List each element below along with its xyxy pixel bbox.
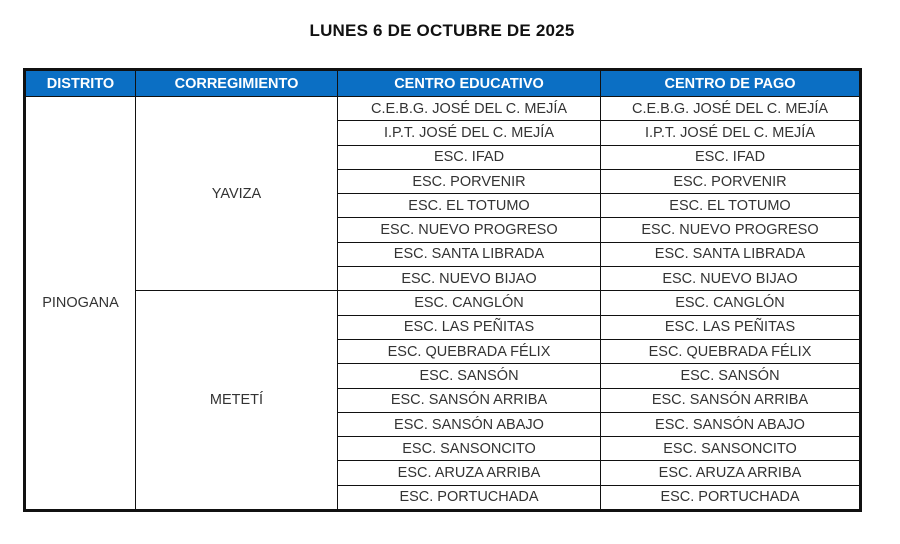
centro-educativo-cell: ESC. LAS PEÑITAS (338, 315, 601, 339)
centro-de-pago-cell: ESC. SANSONCITO (601, 437, 861, 461)
centro-de-pago-cell: ESC. ARUZA ARRIBA (601, 461, 861, 485)
centro-educativo-cell: ESC. SANTA LIBRADA (338, 242, 601, 266)
centro-de-pago-cell: ESC. NUEVO PROGRESO (601, 218, 861, 242)
centro-educativo-cell: ESC. QUEBRADA FÉLIX (338, 339, 601, 363)
header-corregimiento: CORREGIMIENTO (136, 70, 338, 97)
centro-educativo-cell: ESC. NUEVO PROGRESO (338, 218, 601, 242)
centro-educativo-cell: ESC. PORVENIR (338, 169, 601, 193)
centro-de-pago-cell: ESC. CANGLÓN (601, 291, 861, 315)
centro-educativo-cell: ESC. PORTUCHADA (338, 485, 601, 510)
centro-educativo-cell: ESC. SANSÓN (338, 364, 601, 388)
centro-de-pago-cell: ESC. SANSÓN ARRIBA (601, 388, 861, 412)
payment-schedule-table (23, 68, 862, 512)
centro-educativo-cell: ESC. SANSÓN ARRIBA (338, 388, 601, 412)
header-centro-de-pago: CENTRO DE PAGO (601, 70, 861, 97)
centro-educativo-cell: C.E.B.G. JOSÉ DEL C. MEJÍA (338, 97, 601, 121)
centro-de-pago-cell: ESC. PORVENIR (601, 169, 861, 193)
distrito-cell: PINOGANA (25, 97, 136, 511)
centro-de-pago-cell: C.E.B.G. JOSÉ DEL C. MEJÍA (601, 97, 861, 121)
centro-de-pago-cell: I.P.T. JOSÉ DEL C. MEJÍA (601, 121, 861, 145)
centro-educativo-cell: ESC. ARUZA ARRIBA (338, 461, 601, 485)
centro-educativo-cell: I.P.T. JOSÉ DEL C. MEJÍA (338, 121, 601, 145)
centro-de-pago-cell: ESC. IFAD (601, 145, 861, 169)
centro-de-pago-cell: ESC. SANSÓN (601, 364, 861, 388)
centro-educativo-cell: ESC. SANSONCITO (338, 437, 601, 461)
centro-de-pago-cell: ESC. SANSÓN ABAJO (601, 412, 861, 436)
centro-educativo-cell: ESC. CANGLÓN (338, 291, 601, 315)
centro-de-pago-cell: ESC. NUEVO BIJAO (601, 267, 861, 291)
corregimiento-cell: YAVIZA (136, 97, 338, 291)
header-centro-educativo: CENTRO EDUCATIVO (338, 70, 601, 97)
centro-de-pago-cell: ESC. QUEBRADA FÉLIX (601, 339, 861, 363)
centro-educativo-cell: ESC. SANSÓN ABAJO (338, 412, 601, 436)
corregimiento-cell: METETÍ (136, 291, 338, 511)
centro-educativo-cell: ESC. IFAD (338, 145, 601, 169)
centro-de-pago-cell: ESC. EL TOTUMO (601, 194, 861, 218)
header-distrito: DISTRITO (25, 70, 136, 97)
centro-educativo-cell: ESC. NUEVO BIJAO (338, 267, 601, 291)
centro-de-pago-cell: ESC. PORTUCHADA (601, 485, 861, 510)
table-header-row (25, 70, 861, 97)
page-title: LUNES 6 DE OCTUBRE DE 2025 (309, 21, 575, 40)
centro-educativo-cell: ESC. EL TOTUMO (338, 194, 601, 218)
centro-de-pago-cell: ESC. SANTA LIBRADA (601, 242, 861, 266)
table-row (25, 97, 861, 121)
centro-de-pago-cell: ESC. LAS PEÑITAS (601, 315, 861, 339)
table-row (25, 291, 861, 315)
